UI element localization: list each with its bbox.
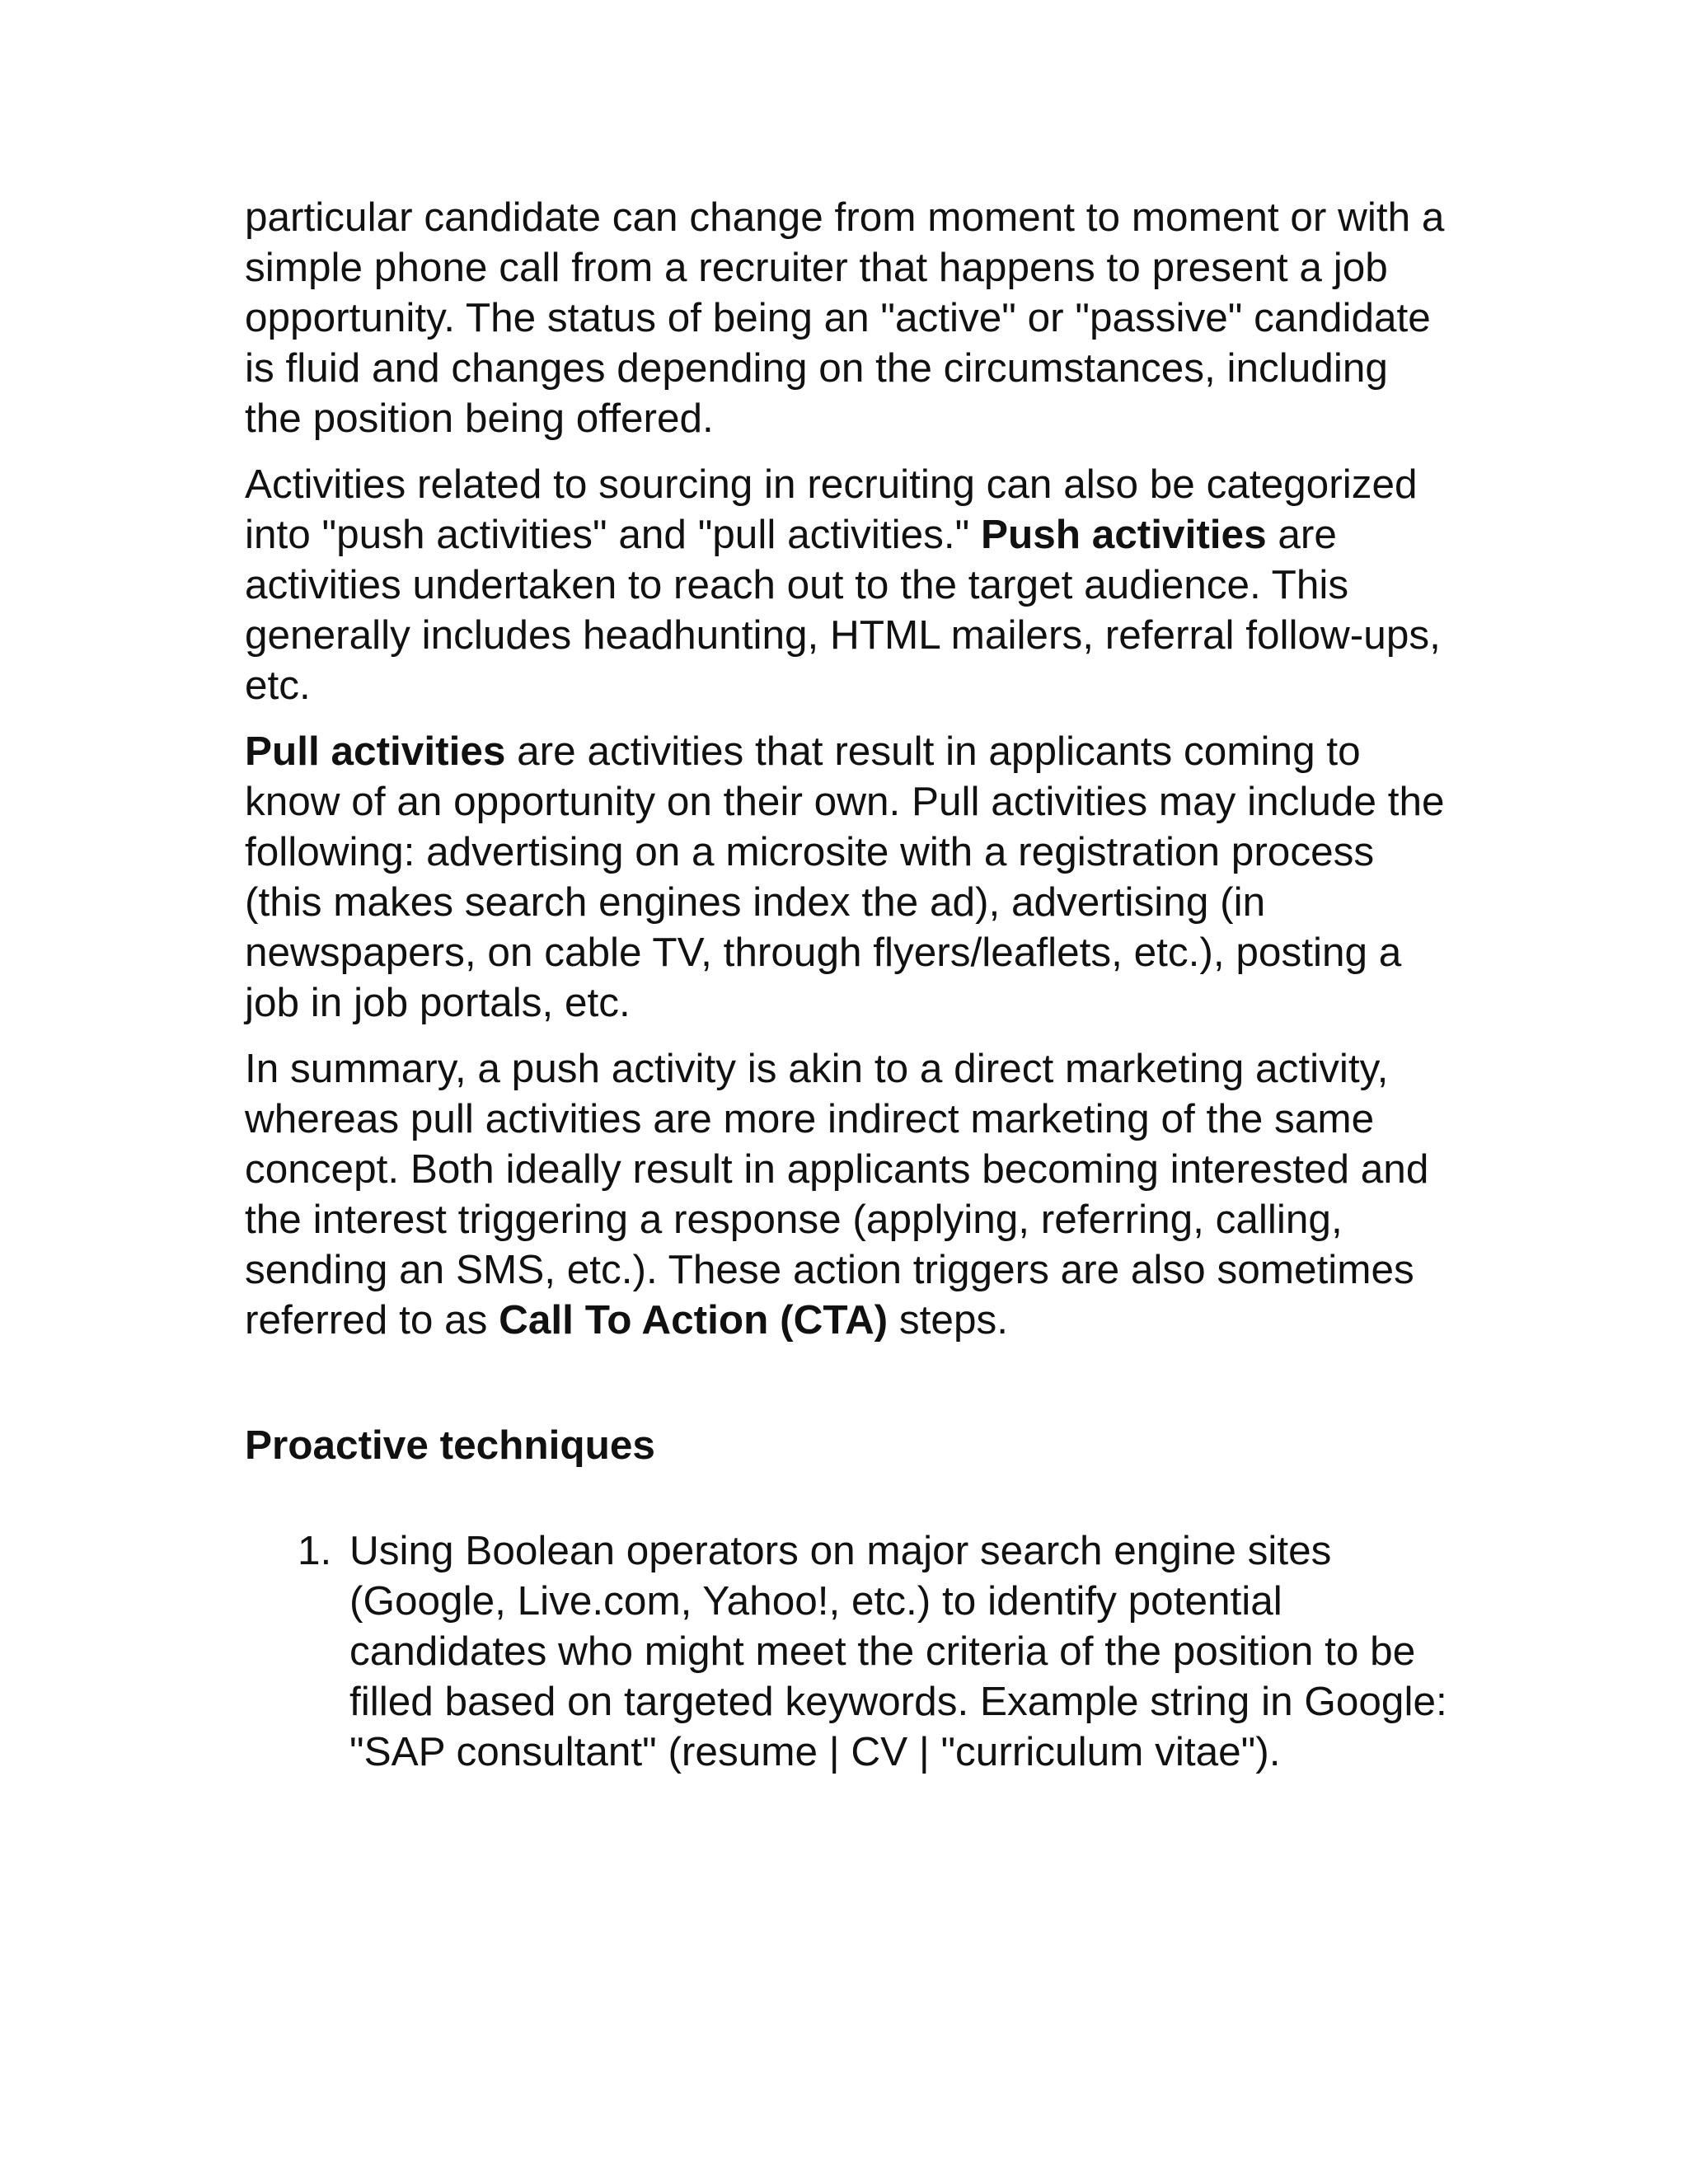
paragraph-text: are activities that result in applicants coming to know of an opportunity on their own. Pull activities may include the following: advertising on a microsite with a registration process (this makes search engines index the ad), advertising (in newspapers, on cable TV, through flyers/leaflets, etc.), posting a job in job portals, etc. bbox=[245, 729, 1445, 1025]
paragraph-text: In summary, a push activity is akin to a direct marketing activity, whereas pull activities are more indirect marketing of the same concept. Both ideally result in applicants becoming interested and the interest triggering a response (applying, referring, calling, sending an SMS, etc.). These action triggers are also sometimes referred to as bbox=[245, 1046, 1429, 1343]
bold-term-call-to-action: Call To Action (CTA) bbox=[499, 1297, 889, 1343]
list-item-text: Using Boolean operators on major search engine sites (Google, Live.com, Yahoo!, etc.) to identify potential candidates who might meet the criteria of the position to be filled based on targeted keywords. Example string in Google: "SAP consultant" (resume | CV | "curriculum vitae"). bbox=[349, 1528, 1447, 1774]
document-body bbox=[245, 192, 1448, 1777]
list-number: 1. bbox=[298, 1528, 332, 1573]
paragraph-push-pull-intro bbox=[245, 459, 1448, 710]
bold-term-push-activities: Push activities bbox=[980, 512, 1267, 557]
numbered-list bbox=[245, 1526, 1448, 1777]
bold-term-pull-activities: Pull activities bbox=[245, 729, 506, 774]
paragraph-pull-activities bbox=[245, 726, 1448, 1028]
paragraph-summary bbox=[245, 1043, 1448, 1345]
paragraph-text: particular candidate can change from moment to moment or with a simple phone call from a recruiter that happens to present a job opportunity. The status of being an "active" or "passive" candidate is fluid and changes depending on the circumstances, including the position being offered. bbox=[245, 194, 1445, 441]
paragraph-text: Activities related to sourcing in recruiting can also be categorized into "push activities" and "pull activities." bbox=[245, 462, 1418, 557]
paragraph-candidate-status bbox=[245, 192, 1448, 443]
section-heading: Proactive techniques bbox=[245, 1422, 655, 1468]
paragraph-text: steps. bbox=[888, 1297, 1008, 1343]
paragraph-text: are activities undertaken to reach out to the target audience. This generally includes headhunting, HTML mailers, referral follow-ups, etc. bbox=[245, 512, 1441, 708]
list-item bbox=[245, 1526, 1448, 1777]
